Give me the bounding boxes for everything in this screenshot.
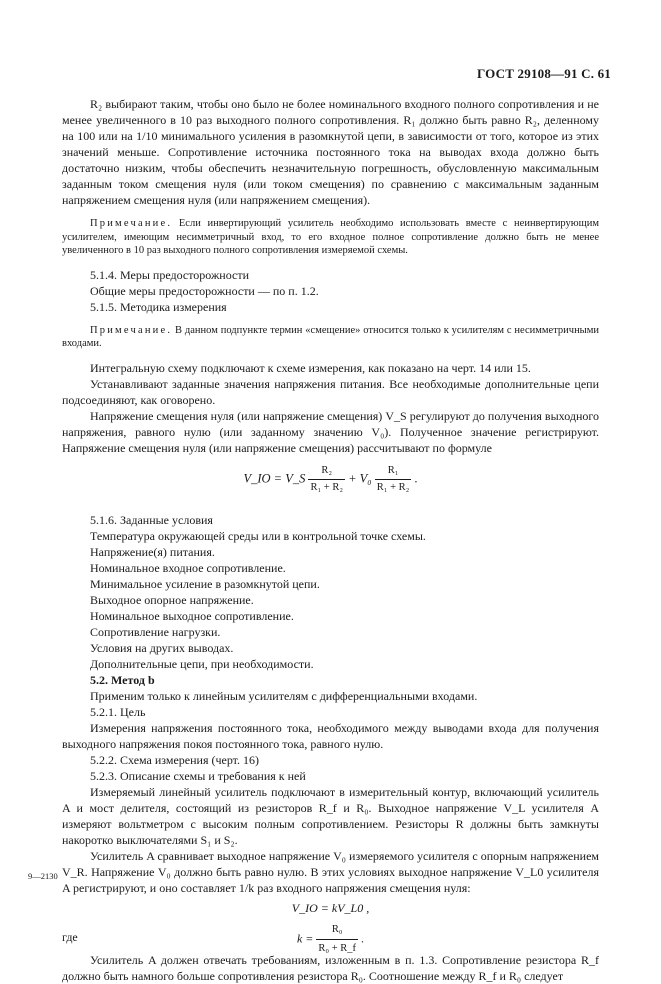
paragraph: Измеряемый линейный усилитель подключают в измерительный контур, включающий усилитель A и мост делителя, состоящий из резисторов R_f и R₀. Выходное напряжение V_L усилителя A измеряют вольтметром с высоким полным сопротивлением. Резисторы R должны быть замкнуты накоротко выключателями S₁ и S₂. bbox=[62, 784, 599, 847]
fraction-denominator: R₁ + R₂ bbox=[310, 481, 343, 493]
paragraph: Усилитель A должен отвечать требованиям, изложенным в п. 1.3. Сопротивление резистора R_f должно быть намного больше сопротивления резистора R₀. Соотношение между R_f и R₀ следует bbox=[62, 952, 599, 983]
note-text: В данном подпункте термин «смещение» относится только к усилителям с несимметричными входами. bbox=[62, 324, 600, 349]
note bbox=[62, 217, 599, 258]
formula-k-row bbox=[62, 922, 599, 952]
section-heading-method-b: 5.2. Метод b bbox=[90, 672, 155, 687]
fraction bbox=[308, 464, 345, 495]
formula-offset-kvl bbox=[62, 900, 599, 916]
fraction-numerator: R₁ bbox=[375, 464, 412, 480]
section-heading: 5.1.6. Заданные условия bbox=[90, 512, 213, 527]
where-label: где bbox=[62, 929, 78, 944]
formula-offset-voltage bbox=[62, 464, 599, 502]
section-heading: 5.2.2. Схема измерения (черт. 16) bbox=[90, 752, 260, 767]
fraction-denominator: R₀ + R_f bbox=[318, 942, 357, 954]
condition-item: Сопротивление нагрузки. bbox=[90, 624, 221, 639]
condition-item: Условия на других выводах. bbox=[90, 640, 234, 655]
paragraph: Устанавливают заданные значения напряжения питания. Все необходимые дополнительные цепи подсоединяют, как оговорено. bbox=[62, 376, 599, 407]
page-footer-code: 9—2130 bbox=[28, 871, 58, 881]
condition-item: Минимальное усиление в разомкнутой цепи. bbox=[90, 576, 320, 591]
formula-k bbox=[62, 922, 599, 957]
page-content bbox=[62, 96, 599, 984]
condition-item: Выходное опорное напряжение. bbox=[90, 592, 254, 607]
page-header: ГОСТ 29108—91 С. 61 bbox=[477, 66, 611, 81]
paragraph: Общие меры предосторожности — по п. 1.2. bbox=[90, 283, 319, 298]
paragraph: Измерения напряжения постоянного тока, необходимого между выводами входа для получения выходного напряжения покоя постоянного тока, равного нулю. bbox=[62, 720, 599, 751]
condition-item: Номинальное выходное сопротивление. bbox=[90, 608, 294, 623]
formula-term: + V₀ bbox=[348, 470, 372, 485]
paragraph: Напряжение смещения нуля (или напряжение смещения) V_S регулируют до получения выходного напряжения, равного нулю (или заданному значению V₀). Полученное значение регистрируют. Напряжение смещения нуля (или напряжение смещения) рассчитывают по формуле bbox=[62, 408, 599, 455]
fraction-numerator: R₀ bbox=[316, 922, 358, 940]
formula-lhs: V_IO = V_S bbox=[243, 470, 306, 485]
note-label: Примечание. bbox=[90, 324, 173, 336]
condition-item: Напряжение(я) питания. bbox=[90, 544, 215, 559]
note-text: Если инвертирующий усилитель необходимо использовать вместе с неинвертирующим усилителем, имеющим несимметричный вход, то его входное полное сопротивление должно быть не менее увеличенного в 10 раз выходного полного сопротивления измеряемой схемы. bbox=[62, 218, 599, 256]
note bbox=[62, 324, 599, 351]
formula-end: . bbox=[361, 930, 365, 945]
fraction bbox=[316, 922, 358, 957]
note-label: Примечание. bbox=[90, 218, 173, 229]
section-heading: 5.1.4. Меры предосторожности bbox=[90, 267, 250, 282]
paragraph: Усилитель A сравнивает выходное напряжение V₀ измеряемого усилителя с опорным напряжением V_R. Напряжение V₀ должно быть равно нулю. В этих условиях выходное напряжение V_L0 усилителя A регистрируют, и оно составляет 1/k раз входного напряжения смещения нуля: bbox=[62, 848, 599, 895]
paragraph: R₂ выбирают таким, чтобы оно было не более номинального входного полного сопротивления и не менее увеличенного в 10 раз выходного полного сопротивления. R₁ должно быть равно R₂, деленному на 100 или на 1/10 минимального усиления в разомкнутой цепи, в зависимости от того, которое из этих значений меньше. Сопротивление источника постоянного тока на выводах входа должно быть достаточно низким, чтобы обеспечить незначительную погрешность, обусловленную максимальным заданным током смещения нуля (или током смещения) по сравнению с максимальным заданным напряжением смещения нуля (или напряжением смещения). bbox=[62, 97, 599, 207]
formula-text: V_IO = kV_L0 , bbox=[291, 900, 370, 915]
condition-item: Номинальное входное сопротивление. bbox=[90, 560, 286, 575]
formula-end: . bbox=[414, 470, 418, 485]
fraction bbox=[375, 464, 412, 495]
fraction-numerator: R₂ bbox=[308, 464, 345, 480]
paragraph: Применим только к линейным усилителям с дифференциальными входами. bbox=[90, 688, 478, 703]
section-heading: 5.2.3. Описание схемы и требования к ней bbox=[90, 768, 306, 783]
section-heading: 5.1.5. Методика измерения bbox=[90, 299, 227, 314]
section-heading: 5.2.1. Цель bbox=[90, 704, 146, 719]
condition-item: Дополнительные цепи, при необходимости. bbox=[90, 656, 314, 671]
formula-lhs: k = bbox=[296, 930, 314, 945]
condition-item: Температура окружающей среды или в контрольной точке схемы. bbox=[90, 528, 426, 543]
paragraph: Интегральную схему подключают к схеме измерения, как показано на черт. 14 или 15. bbox=[90, 360, 531, 375]
fraction-denominator: R₁ + R₂ bbox=[376, 481, 410, 493]
